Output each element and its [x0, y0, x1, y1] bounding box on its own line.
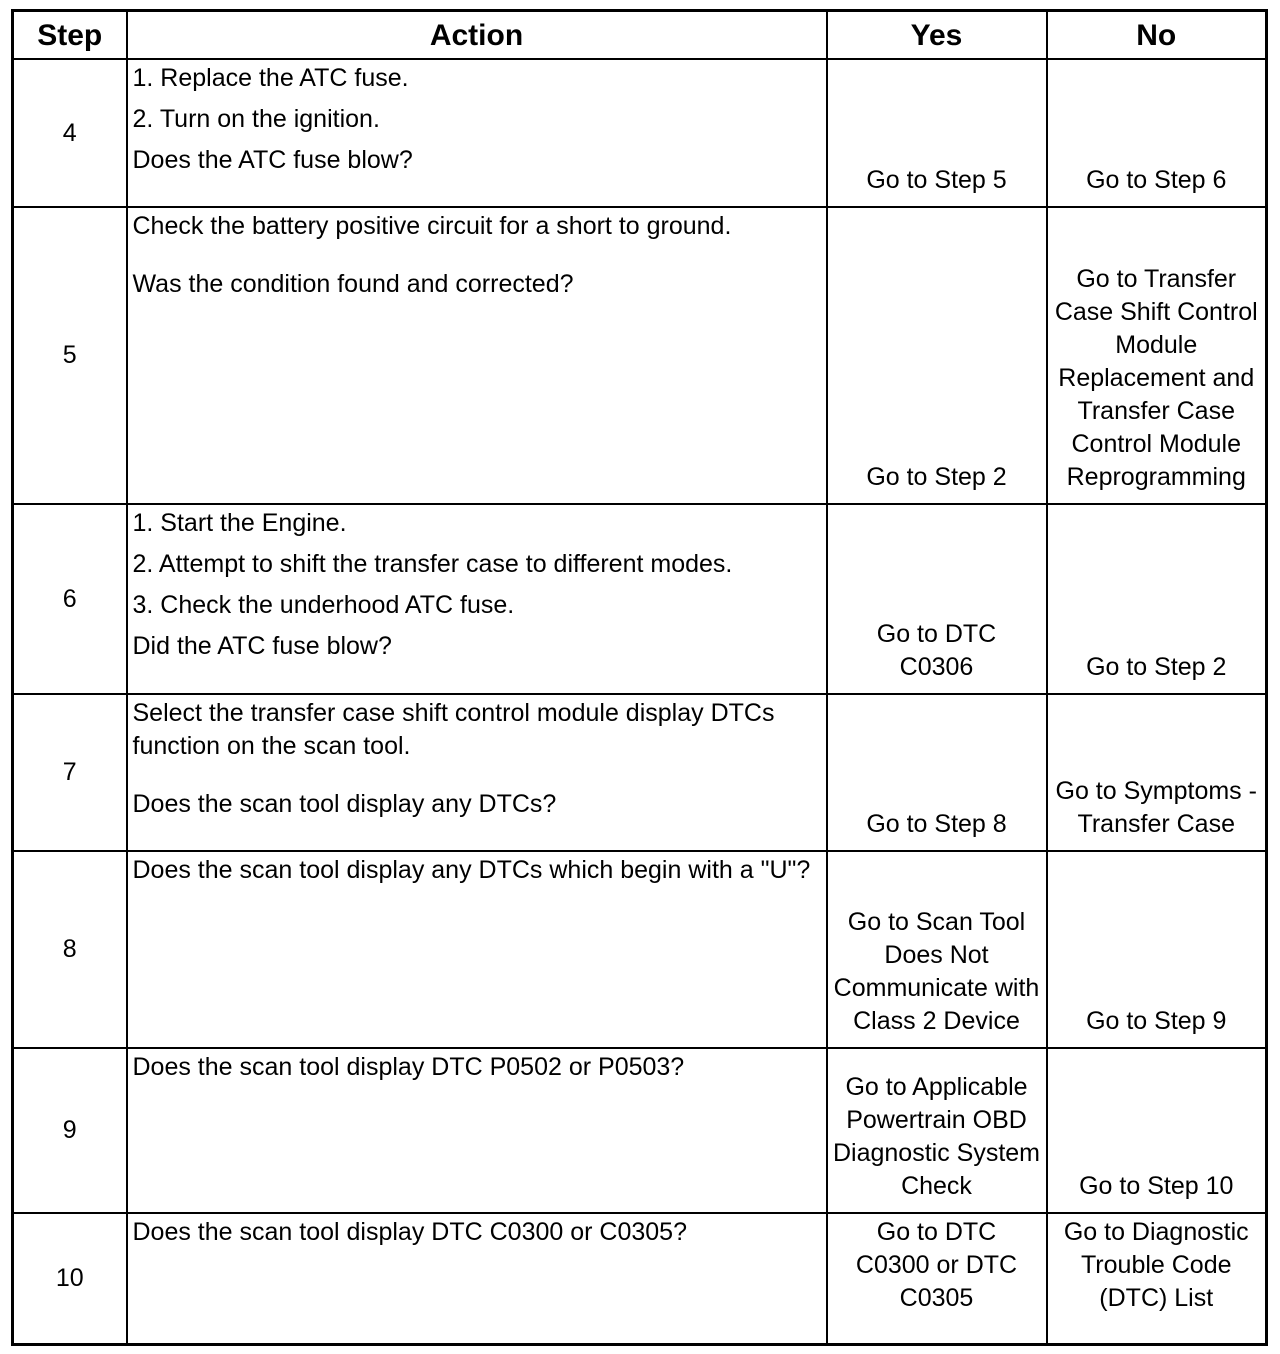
header-action: Action: [127, 11, 827, 60]
header-no: No: [1047, 11, 1267, 60]
action-cell: [127, 694, 827, 851]
action-line: Was the condition found and corrected?: [132, 270, 574, 298]
table-row: [13, 504, 1267, 694]
action-line: 1. Replace the ATC fuse.: [132, 64, 409, 92]
header-yes: Yes: [827, 11, 1047, 60]
header-step: Step: [13, 11, 127, 60]
no-cell: Go to Step 10: [1047, 1048, 1267, 1213]
action-line: Does the scan tool display any DTCs?: [132, 790, 557, 818]
action-line: Select the transfer case shift control module display DTCs function on the scan tool.: [132, 699, 775, 760]
action-line: Did the ATC fuse blow?: [132, 632, 392, 660]
step-number: 8: [13, 851, 127, 1048]
table-row: [13, 59, 1267, 207]
action-line: 2. Attempt to shift the transfer case to different modes.: [132, 550, 733, 578]
step-number: 4: [13, 59, 127, 207]
step-number: 10: [13, 1213, 127, 1344]
action-line: Does the ATC fuse blow?: [132, 146, 413, 174]
action-cell: [127, 504, 827, 694]
table-row: [13, 207, 1267, 504]
action-cell: [127, 851, 827, 1048]
header-row: [13, 11, 1267, 60]
yes-cell: Go to DTC C0306: [827, 504, 1047, 694]
action-line: Check the battery positive circuit for a short to ground.: [132, 212, 732, 240]
action-line: 1. Start the Engine.: [132, 509, 347, 537]
action-cell: [127, 1048, 827, 1213]
no-cell: Go to Symptoms - Transfer Case: [1047, 694, 1267, 851]
yes-cell: Go to Step 2: [827, 207, 1047, 504]
step-number: 6: [13, 504, 127, 694]
yes-cell: Go to DTC C0300 or DTC C0305: [827, 1213, 1047, 1344]
action-line: 3. Check the underhood ATC fuse.: [132, 591, 515, 619]
action-cell: [127, 207, 827, 504]
action-cell: [127, 1213, 827, 1344]
no-cell: Go to Transfer Case Shift Control Module Replacement and Transfer Case Control Module Reprogramming: [1047, 207, 1267, 504]
no-cell: Go to Step 9: [1047, 851, 1267, 1048]
action-line: Does the scan tool display any DTCs which begin with a "U"?: [132, 856, 811, 884]
action-line: Does the scan tool display DTC P0502 or P0503?: [132, 1053, 685, 1081]
yes-cell: Go to Scan Tool Does Not Communicate with Class 2 Device: [827, 851, 1047, 1048]
step-number: 7: [13, 694, 127, 851]
diagnostic-table: [11, 9, 1268, 1346]
table-row: [13, 1213, 1267, 1344]
yes-cell: Go to Step 5: [827, 59, 1047, 207]
no-cell: Go to Diagnostic Trouble Code (DTC) List: [1047, 1213, 1267, 1344]
action-cell: [127, 59, 827, 207]
action-line: 2. Turn on the ignition.: [132, 105, 380, 133]
step-number: 9: [13, 1048, 127, 1213]
table-row: [13, 1048, 1267, 1213]
step-number: 5: [13, 207, 127, 504]
yes-cell: Go to Applicable Powertrain OBD Diagnostic System Check: [827, 1048, 1047, 1213]
table-row: [13, 694, 1267, 851]
yes-cell: Go to Step 8: [827, 694, 1047, 851]
no-cell: Go to Step 6: [1047, 59, 1267, 207]
action-line: Does the scan tool display DTC C0300 or C0305?: [132, 1218, 687, 1246]
no-cell: Go to Step 2: [1047, 504, 1267, 694]
table-row: [13, 851, 1267, 1048]
